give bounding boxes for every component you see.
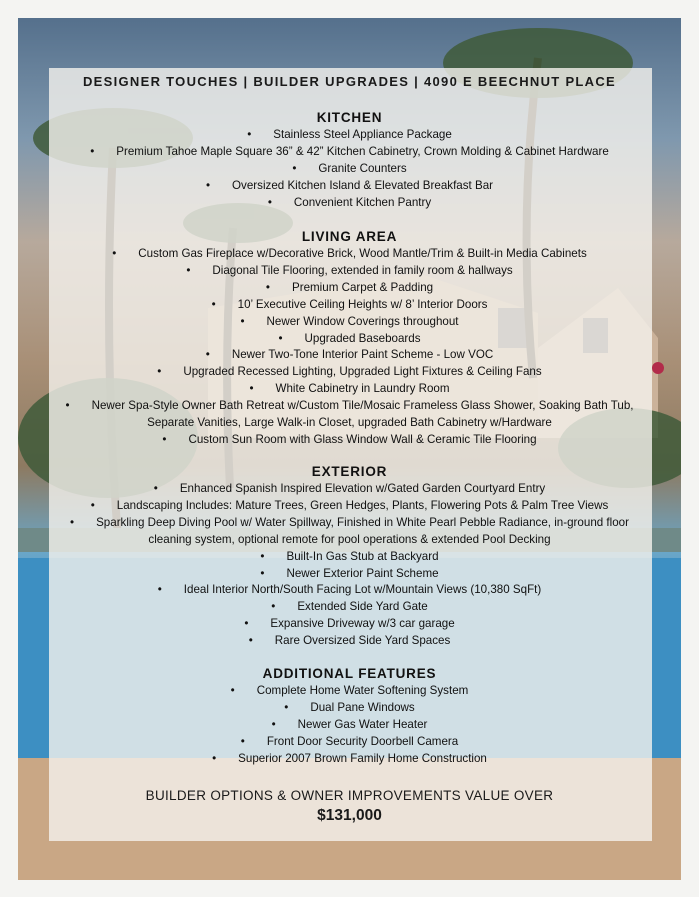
list-item: • Sparkling Deep Diving Pool w/ Water Spillway, Finished in White Pearl Pebble Radiance, in-ground floor cleaning system, optional remote for pool operations & extended Pool Decking — [56, 515, 643, 549]
list-item: • Dual Pane Windows — [60, 700, 639, 717]
exterior-section — [56, 463, 643, 650]
list-item: • 10’ Executive Ceiling Heights w/ 8’ Interior Doors — [56, 297, 643, 314]
page-title: DESIGNER TOUCHES | BUILDER UPGRADES | 4090 E BEECHNUT PLACE — [82, 74, 617, 89]
value-summary-label: BUILDER OPTIONS & OWNER IMPROVEMENTS VALUE OVER — [145, 788, 554, 803]
list-item: • Granite Counters — [60, 161, 639, 178]
list-item: • Newer Exterior Paint Scheme — [56, 566, 643, 583]
list-item: • Superior 2007 Brown Family Home Construction — [60, 751, 639, 768]
list-item: • Custom Sun Room with Glass Window Wall & Ceramic Tile Flooring — [56, 432, 643, 449]
kitchen-section — [60, 109, 639, 212]
list-item: • Complete Home Water Softening System — [60, 683, 639, 700]
value-amount: $131,000 — [317, 807, 382, 824]
list-item: • Newer Gas Water Heater — [60, 717, 639, 734]
list-item: • Newer Window Coverings throughout — [56, 314, 643, 331]
list-item: • Enhanced Spanish Inspired Elevation w/Gated Garden Courtyard Entry — [56, 481, 643, 498]
living-area-list — [56, 246, 643, 449]
list-item: • Premium Tahoe Maple Square 36” & 42” Kitchen Cabinetry, Crown Molding & Cabinet Hardware — [60, 144, 639, 161]
list-item: • Ideal Interior North/South Facing Lot w/Mountain Views (10,380 SqFt) — [56, 582, 643, 599]
exterior-list — [56, 481, 643, 650]
list-item: • Newer Spa-Style Owner Bath Retreat w/Custom Tile/Mosaic Frameless Glass Shower, Soaking Bath Tub, Separate Vanities, Large Walk-in Closet, upgraded Bath Cabinetry w/Hardware — [56, 398, 643, 432]
list-item: • Front Door Security Doorbell Camera — [60, 734, 639, 751]
list-item: • Newer Two-Tone Interior Paint Scheme - Low VOC — [56, 347, 643, 364]
list-item: • Custom Gas Fireplace w/Decorative Brick, Wood Mantle/Trim & Built-in Media Cabinets — [56, 246, 643, 263]
additional-features-list — [60, 683, 639, 768]
value-summary — [0, 788, 699, 825]
list-item: • Rare Oversized Side Yard Spaces — [56, 633, 643, 650]
list-item: • Premium Carpet & Padding — [56, 280, 643, 297]
list-item: • Convenient Kitchen Pantry — [60, 195, 639, 212]
list-item: • Upgraded Recessed Lighting, Upgraded Light Fixtures & Ceiling Fans — [56, 364, 643, 381]
section-title-living-area: LIVING AREA — [301, 229, 398, 244]
list-item: • Upgraded Baseboards — [56, 331, 643, 348]
kitchen-list — [60, 127, 639, 212]
additional-features-section — [60, 665, 639, 768]
section-title-exterior: EXTERIOR — [311, 464, 388, 479]
list-item: • Extended Side Yard Gate — [56, 599, 643, 616]
list-item: • Built-In Gas Stub at Backyard — [56, 549, 643, 566]
list-item: • Expansive Driveway w/3 car garage — [56, 616, 643, 633]
section-title-additional-features: ADDITIONAL FEATURES — [262, 666, 437, 681]
list-item: • Oversized Kitchen Island & Elevated Breakfast Bar — [60, 178, 639, 195]
list-item: • Landscaping Includes: Mature Trees, Green Hedges, Plants, Flowering Pots & Palm Tree Views — [56, 498, 643, 515]
list-item: • Diagonal Tile Flooring, extended in family room & hallways — [56, 263, 643, 280]
list-item: • White Cabinetry in Laundry Room — [56, 381, 643, 398]
section-title-kitchen: KITCHEN — [316, 110, 383, 125]
list-item: • Stainless Steel Appliance Package — [60, 127, 639, 144]
living-area-section — [56, 228, 643, 449]
